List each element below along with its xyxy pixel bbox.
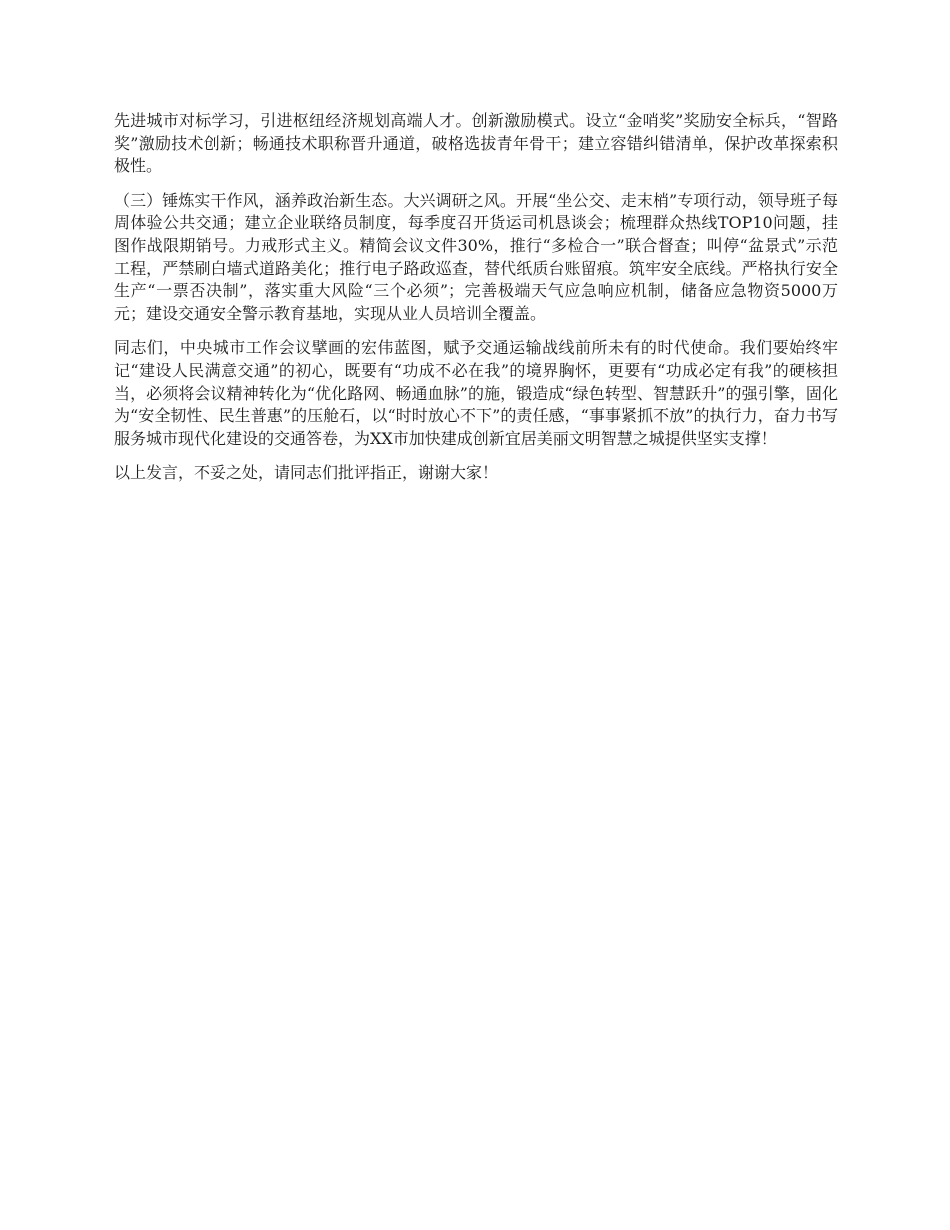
document-body bbox=[114, 110, 838, 497]
paragraph-work-style: （三）锤炼实干作风，涵养政治新生态。大兴调研之风。开展“坐公交、走末梢”专项行动，领导班子每周体验公共交通；建立企业联络员制度，每季度召开货运司机恳谈会；梳理群众热线TOP10问题，挂图作战限期销号。力戒形式主义。精简会议文件30%，推行“多检合一”联合督查；叫停“盆景式”示范工程，严禁刷白墙式道路美化；推行电子路政巡查，替代纸质台账留痕。筑牢安全底线。严格执行安全生产“一票否决制”，落实重大风险“三个必须”；完善极端天气应急响应机制，储备应急物资5000万元；建设交通安全警示教育基地，实现从业人员培训全覆盖。 bbox=[114, 190, 838, 323]
paragraph-closing-remark: 以上发言，不妥之处，请同志们批评指正，谢谢大家！ bbox=[114, 463, 499, 483]
paragraph-talent-incentives: 先进城市对标学习，引进枢纽经济规划高端人才。创新激励模式。设立“金哨奖”奖励安全标兵，“智路奖”激励技术创新；畅通技术职称晋升通道，破格选拔青年骨干；建立容错纠错清单，保护改革探索积极性。 bbox=[114, 111, 838, 176]
paragraph-closing-summary: 同志们，中央城市工作会议擘画的宏伟蓝图，赋予交通运输战线前所未有的时代使命。我们要始终牢记“建设人民满意交通”的初心，既要有“功成不必在我”的境界胸怀，更要有“功成必定有我”的硬核担当，必须将会议精神转化为“优化路网、畅通血脉”的施，锻造成“绿色转型、智慧跃升”的强引擎，固化为“安全韧性、民生普惠”的压舱石，以“时时放心不下”的责任感，“事事紧抓不放”的执行力，奋力书写服务城市现代化建设的交通答卷，为XX市加快建成创新宜居美丽文明智慧之城提供坚实支撑！ bbox=[114, 338, 838, 448]
